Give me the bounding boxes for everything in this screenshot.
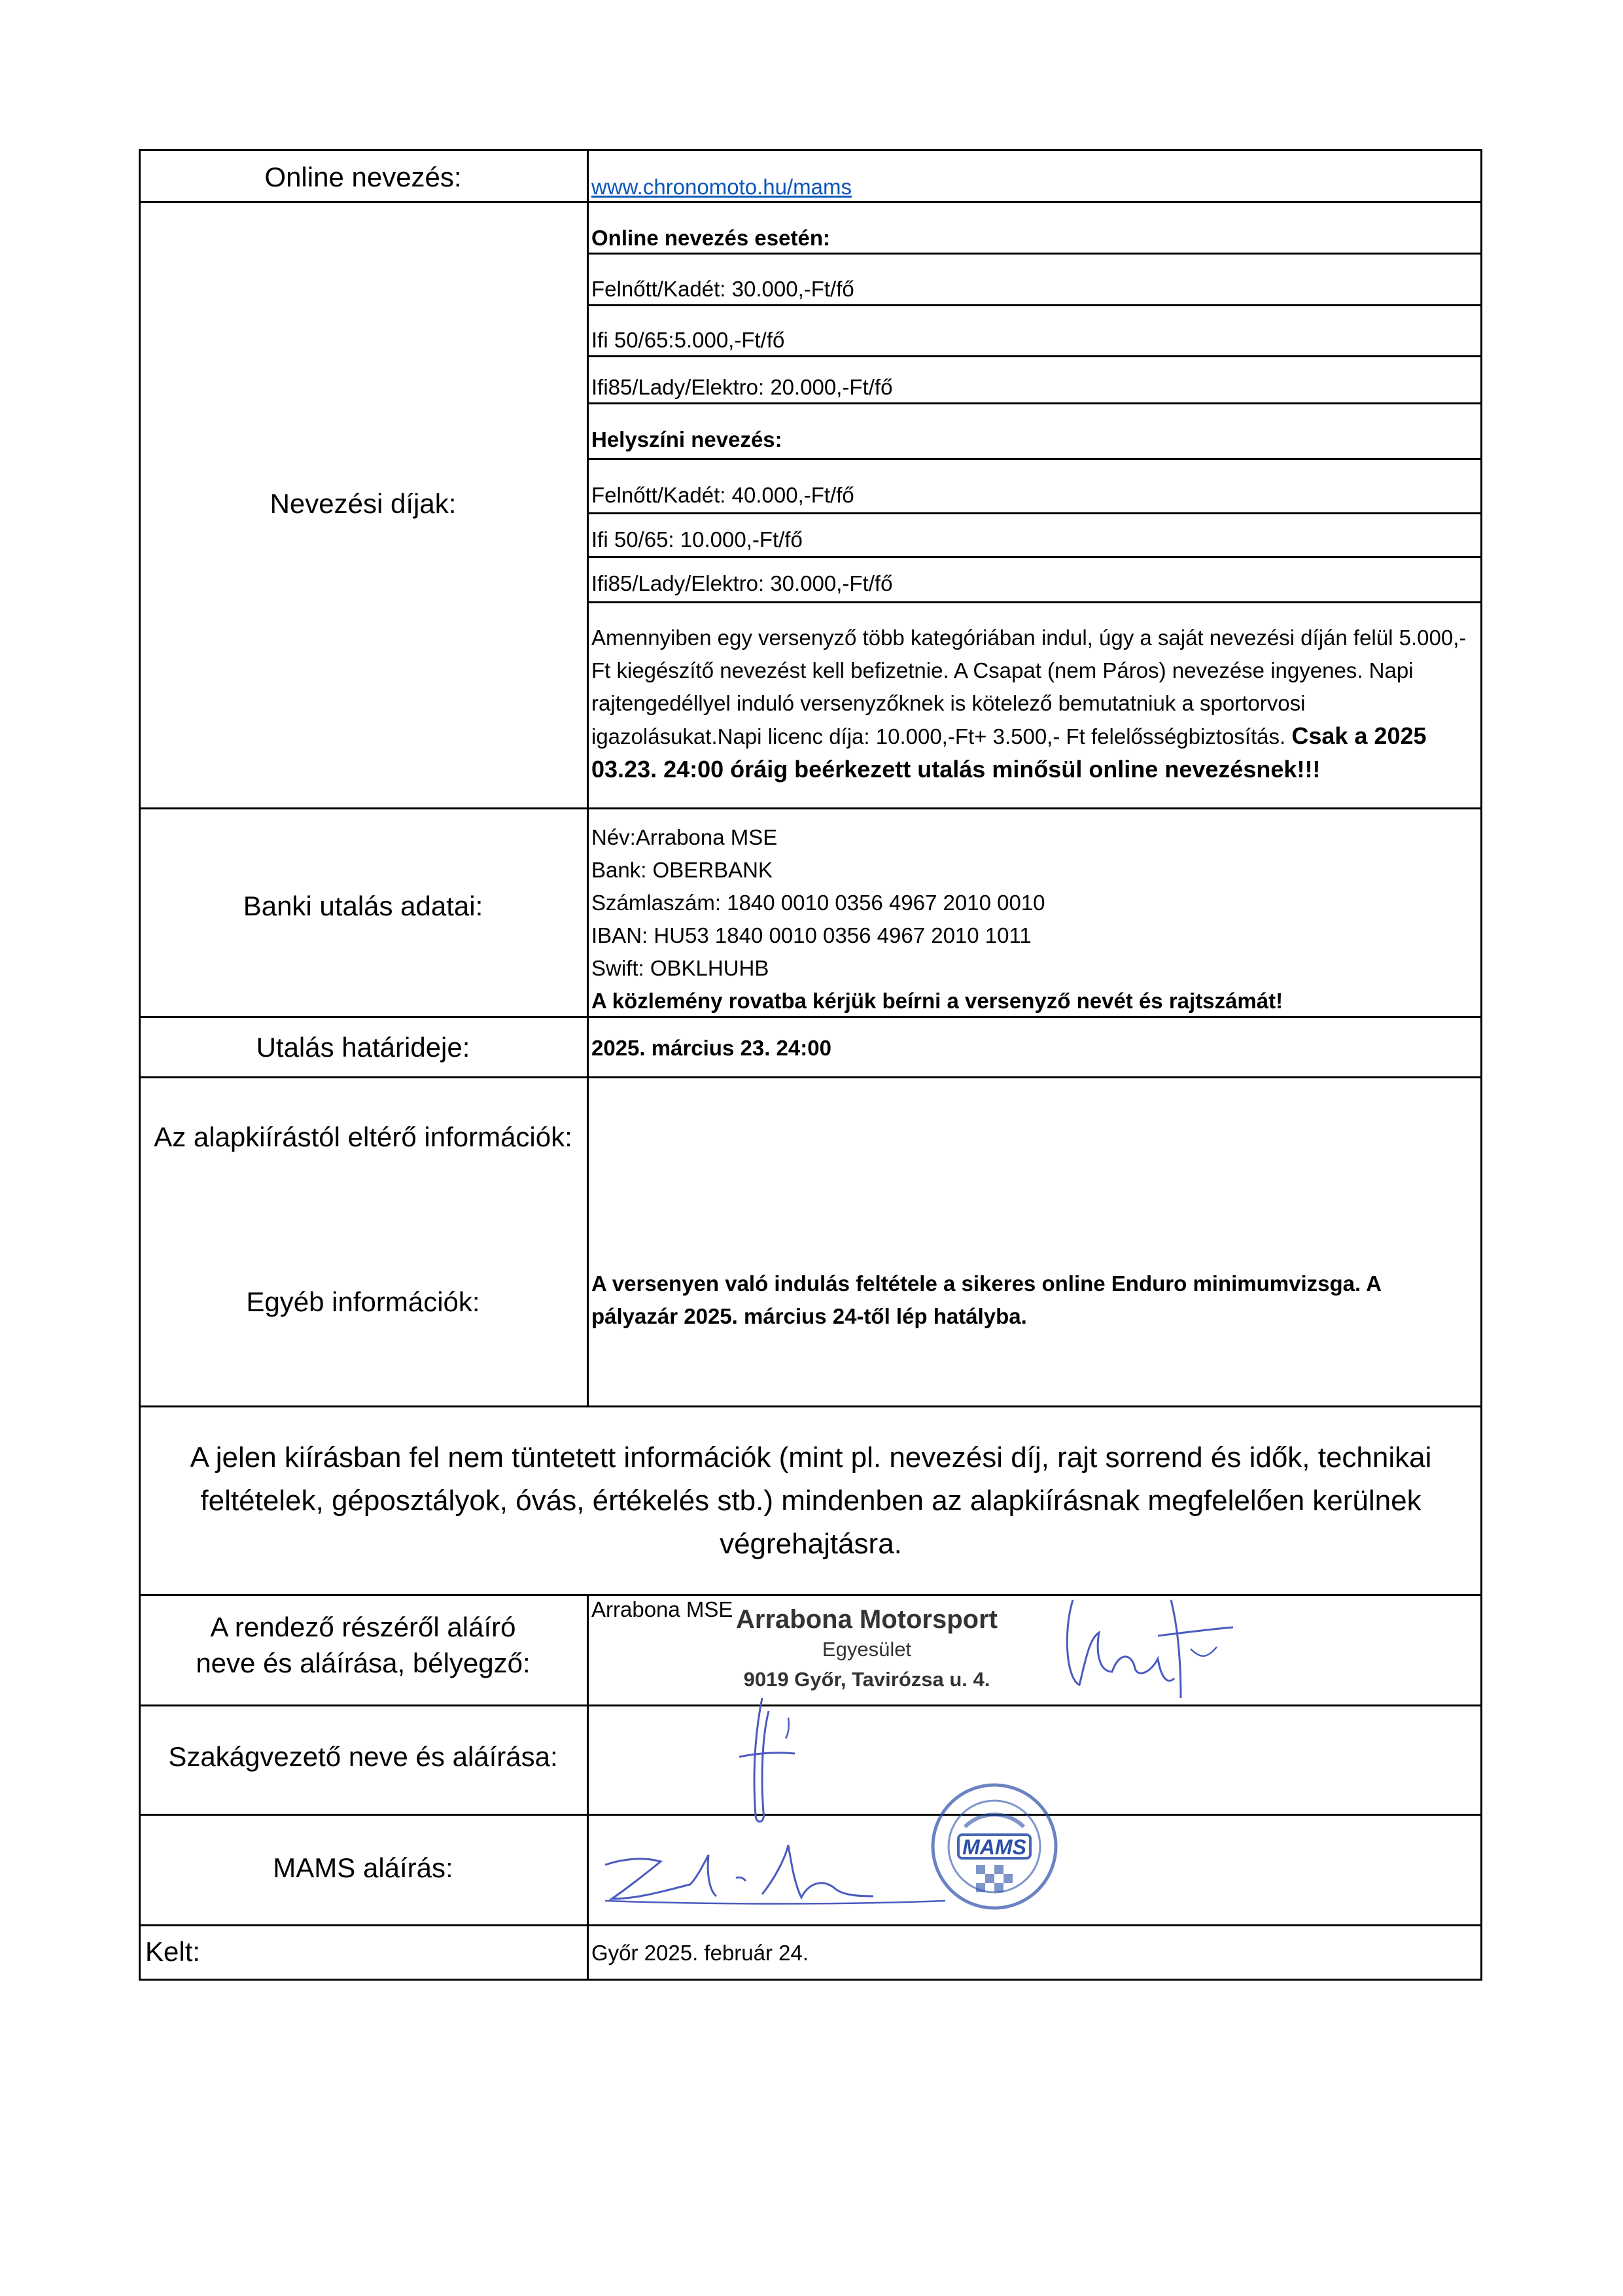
- cell-date-label: [139, 1924, 589, 1981]
- branch-leader-signature: [736, 1691, 808, 1829]
- bank-instruction: A közlemény rovatba kérjük beírni a versenyző nevét és rajtszámát!: [591, 989, 1283, 1013]
- deadline-value: 2025. március 23. 24:00: [591, 1036, 831, 1060]
- mams-logo-stamp: [929, 1781, 1060, 1912]
- bank-details: [591, 821, 1283, 1017]
- onsite-fee-adult: Felnőtt/Kadét: 40.000,-Ft/fő: [591, 483, 854, 507]
- organizer-name: Arrabona MSE: [591, 1597, 733, 1621]
- mams-signature-label: MAMS aláírás:: [273, 1852, 453, 1883]
- online-entry-label: Online nevezés:: [264, 162, 462, 192]
- bank-iban-line: IBAN: HU53 1840 0010 0356 4967 2010 1011: [591, 923, 1032, 947]
- bank-account-line: Számlaszám: 1840 0010 0356 4967 2010 0010: [591, 891, 1045, 915]
- other-info-label: Egyéb információk:: [246, 1286, 480, 1317]
- general-note: A jelen kiírásban fel nem tüntetett információk (mint pl. nevezési díj, rajt sorrend és idők, technikai feltételek, géposztályok, óvás, értékelés stb.) mindenben az alapkiírásnak megfelelően kerülnek végrehajtásra.: [190, 1441, 1432, 1560]
- stamp-line-3: 9019 Győr, Tavirózsa u. 4.: [743, 1668, 990, 1691]
- fees-note-text: Amennyiben egy versenyző több kategóriában indul, úgy a saját nevezési díján felül 5.000,-Ft kiegészítő nevezést kell befizetnie. A Csapat (nem Páros) nevezése ingyenes. Napi rajtengedéllyel induló versenyzőknek is kötelező bemutatniuk a sportorvosi igazolásukat.Napi licenc díja: 10.000,-Ft+ 3.500,- Ft felelősségbiztosítás.: [591, 626, 1467, 749]
- online-fee-header: Online nevezés esetén:: [591, 226, 830, 250]
- entry-fees-label: Nevezési díjak:: [270, 488, 457, 519]
- bank-swift-line: Swift: OBKLHUHB: [591, 956, 769, 980]
- online-entry-link[interactable]: www.chronomoto.hu/mams: [591, 175, 852, 199]
- online-fee-lady: Ifi85/Lady/Elektro: 20.000,-Ft/fő: [591, 375, 893, 399]
- onsite-fee-lady: Ifi85/Lady/Elektro: 30.000,-Ft/fő: [591, 571, 893, 595]
- deadline-label: Utalás határideje:: [256, 1032, 470, 1063]
- branch-leader-label: Szakágvezető neve és aláírása:: [168, 1741, 558, 1772]
- mams-signature: [599, 1839, 952, 1911]
- bank-name-line: Név:Arrabona MSE: [591, 825, 778, 849]
- stamp-line-2: Egyesület: [822, 1638, 912, 1661]
- organizer-signature: [1060, 1587, 1236, 1704]
- bank-bank-line: Bank: OBERBANK: [591, 858, 773, 882]
- fees-note: [591, 622, 1471, 786]
- other-info-value: A versenyen való indulás feltétele a sikeres online Enduro minimumvizsga. A pályazár 2025. március 24-től lép hatályba.: [591, 1271, 1381, 1328]
- diff-info-label: Az alapkiírástól eltérő információk:: [154, 1122, 572, 1152]
- date-value: Győr 2025. február 24.: [591, 1941, 809, 1965]
- organizer-stamp: [736, 1604, 998, 1695]
- date-label: Kelt:: [145, 1936, 201, 1967]
- bank-transfer-label: Banki utalás adatai:: [243, 891, 483, 921]
- online-fee-adult: Felnőtt/Kadét: 30.000,-Ft/fő: [591, 277, 854, 301]
- organizer-label-line1: A rendező részéről aláíró: [210, 1612, 516, 1642]
- stamp-line-1: Arrabona Motorsport: [736, 1605, 998, 1634]
- fees-note-emphasis: Csak a 2025 03.23. 24:00 óráig beérkezett utalás minősül online nevezésnek!!!: [591, 722, 1427, 783]
- organizer-label-line2: neve és aláírása, bélyegző:: [196, 1648, 531, 1678]
- online-fee-youth: Ifi 50/65:5.000,-Ft/fő: [591, 328, 785, 352]
- onsite-fee-youth: Ifi 50/65: 10.000,-Ft/fő: [591, 527, 803, 552]
- cell-info-value: [587, 1076, 1482, 1407]
- onsite-fee-header: Helyszíni nevezés:: [591, 427, 782, 451]
- mams-logo-text: MAMS: [962, 1835, 1026, 1859]
